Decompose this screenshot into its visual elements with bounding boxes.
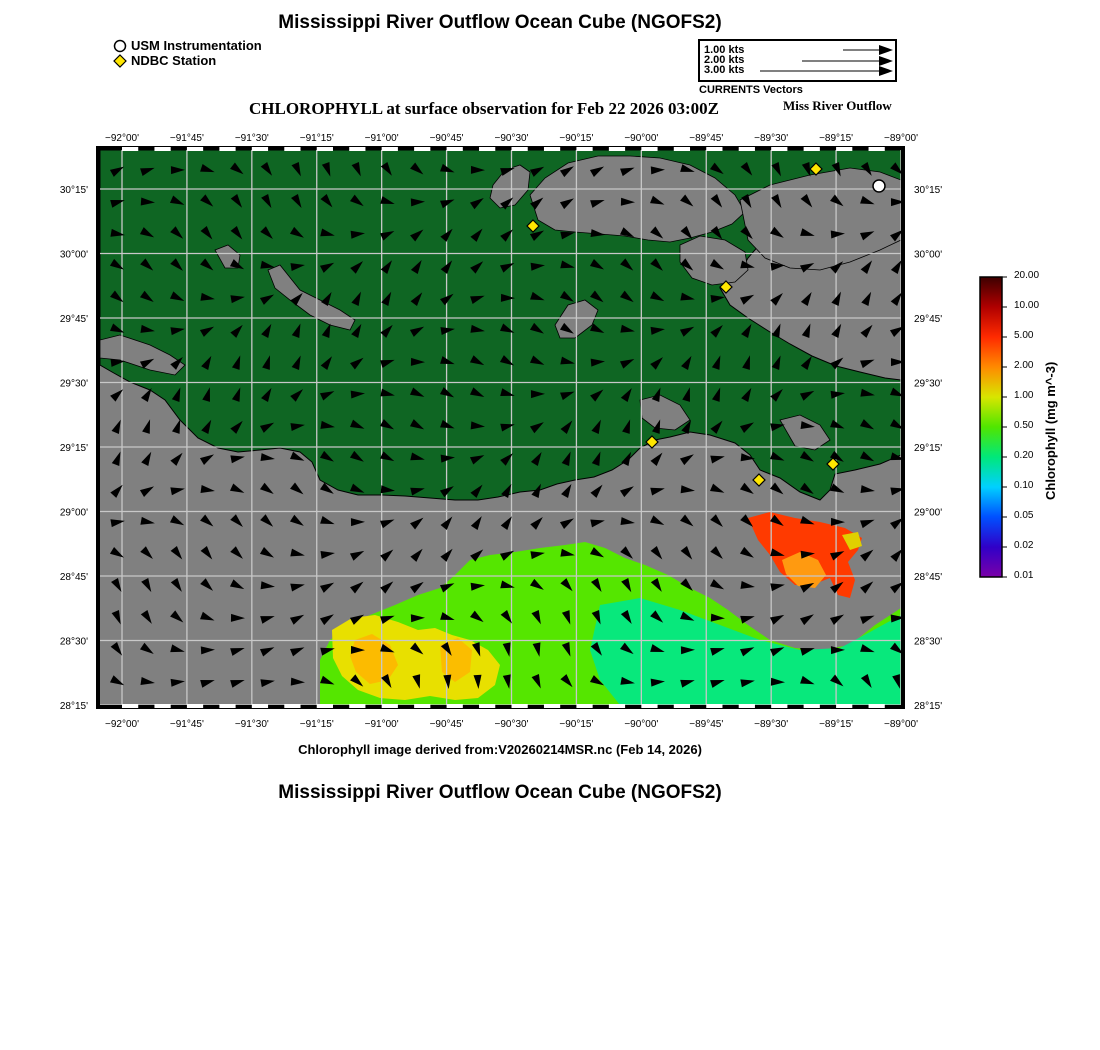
frame-tick-segment <box>609 704 625 708</box>
lat-tick-left: 29°00' <box>59 507 88 519</box>
frame-tick-segment <box>674 147 690 151</box>
lat-tick-left: 30°15' <box>59 185 88 196</box>
lon-tick-bottom: −91°00' <box>364 719 399 730</box>
lon-tick-top: −92°00' <box>105 133 139 144</box>
frame-tick-segment <box>804 147 820 151</box>
lat-tick-right: 29°15' <box>914 443 943 454</box>
lat-tick-left: 29°30' <box>59 378 88 390</box>
lon-tick-top: −91°30' <box>234 133 269 144</box>
frame-tick-segment <box>544 704 560 708</box>
colorbar-tick-label: 0.50 <box>1014 420 1034 431</box>
frame-tick-segment <box>382 147 398 151</box>
legend-ndbc-label: NDBC Station <box>131 53 217 68</box>
frame-tick-segment <box>122 147 138 151</box>
lat-tick-left: 29°15' <box>59 443 88 454</box>
frame-tick-segment <box>219 704 235 708</box>
colorbar-tick-label: 5.00 <box>1014 330 1034 341</box>
lat-tick-left: 28°30' <box>59 636 88 648</box>
frame-tick-segment <box>804 704 820 708</box>
lat-tick-left: 28°15' <box>59 701 88 712</box>
colorbar <box>980 277 1007 577</box>
lat-tick-left: 29°45' <box>59 314 88 325</box>
lat-tick-right: 28°30' <box>914 636 943 648</box>
frame-tick-segment <box>544 147 560 151</box>
lon-tick-bottom: −89°15' <box>819 719 854 730</box>
frame-tick-segment <box>187 147 203 151</box>
frame-tick-segment <box>869 704 885 708</box>
frame-tick-segment <box>382 704 398 708</box>
colorbar-tick-label: 0.20 <box>1014 450 1034 461</box>
frame-tick-segment <box>739 704 755 708</box>
colorbar-tick-label: 0.10 <box>1014 480 1034 491</box>
frame-tick-segment <box>512 704 528 708</box>
colorbar-tick-label: 0.01 <box>1014 570 1034 581</box>
frame-tick-segment <box>479 147 495 151</box>
lon-tick-bottom: −89°45' <box>689 719 724 730</box>
lat-tick-right: 29°45' <box>914 314 943 325</box>
lon-tick-bottom: −90°45' <box>429 719 464 730</box>
lon-tick-top: −91°15' <box>299 133 334 144</box>
frame-tick-segment <box>739 147 755 151</box>
lat-tick-right: 28°15' <box>914 701 943 712</box>
frame-tick-segment <box>284 704 300 708</box>
frame-tick-segment <box>349 147 365 151</box>
colorbar-tick-label: 10.00 <box>1014 300 1040 311</box>
scale-label-3: 3.00 kts <box>704 64 745 76</box>
frame-tick-segment <box>512 147 528 151</box>
lon-tick-bottom: −91°15' <box>299 719 334 730</box>
frame-tick-segment <box>641 704 657 708</box>
lon-tick-top: −89°15' <box>819 133 854 144</box>
frame-tick-segment <box>154 147 170 151</box>
frame-tick-segment <box>154 704 170 708</box>
lat-tick-left: 30°00' <box>59 249 88 261</box>
lat-tick-right: 28°45' <box>914 572 943 583</box>
lat-tick-right: 30°00' <box>914 249 943 261</box>
lon-tick-bottom: −90°15' <box>559 719 594 730</box>
colorbar-gradient <box>980 277 1002 577</box>
lon-tick-top: −90°30' <box>494 133 529 144</box>
lon-tick-bottom: −89°30' <box>754 719 789 730</box>
frame-tick-segment <box>836 147 852 151</box>
frame-tick-segment <box>284 147 300 151</box>
frame-tick-segment <box>414 704 430 708</box>
frame-tick-segment <box>447 147 463 151</box>
frame-tick-segment <box>771 147 787 151</box>
frame-tick-segment <box>317 704 333 708</box>
frame-tick-segment <box>447 704 463 708</box>
frame-tick-segment <box>219 147 235 151</box>
lat-tick-left: 28°45' <box>59 572 88 583</box>
lon-tick-top: −91°45' <box>169 133 204 144</box>
frame-tick-segment <box>706 147 722 151</box>
frame-tick-segment <box>836 704 852 708</box>
lon-tick-top: −91°00' <box>364 133 399 144</box>
colorbar-label: Chlorophyll (mg m^-3) <box>1043 361 1058 500</box>
colorbar-tick-label: 20.00 <box>1014 270 1040 281</box>
frame-tick-segment <box>771 704 787 708</box>
lon-tick-top: −90°45' <box>429 133 464 144</box>
lon-tick-top: −89°45' <box>689 133 724 144</box>
frame-tick-segment <box>609 147 625 151</box>
frame-tick-segment <box>187 704 203 708</box>
colorbar-tick-label: 2.00 <box>1014 360 1034 371</box>
lon-tick-bottom: −91°45' <box>169 719 204 730</box>
frame-tick-segment <box>706 704 722 708</box>
frame-tick-segment <box>576 147 592 151</box>
scale-label-2: 2.00 kts <box>704 54 745 66</box>
page-title-repeat: Mississippi River Outflow Ocean Cube (NGOFS2) <box>278 782 722 803</box>
lon-tick-bottom: −90°00' <box>624 719 659 730</box>
colorbar-tick-label: 0.02 <box>1014 540 1034 551</box>
lat-tick-right: 30°15' <box>914 185 943 196</box>
legend-usm-label: USM Instrumentation <box>131 38 262 53</box>
lon-tick-bottom: −92°00' <box>105 719 139 730</box>
frame-tick-segment <box>349 704 365 708</box>
lon-tick-top: −90°00' <box>624 133 659 144</box>
scale-label-1: 1.00 kts <box>704 44 745 56</box>
frame-tick-segment <box>252 147 268 151</box>
frame-tick-segment <box>414 147 430 151</box>
map-subtitle: CHLOROPHYLL at surface observation for Feb 22 2026 03:00Z <box>249 99 719 118</box>
lon-tick-top: −89°30' <box>754 133 789 144</box>
vector-scale-caption: CURRENTS Vectors <box>699 84 803 96</box>
frame-tick-segment <box>674 704 690 708</box>
frame-tick-segment <box>122 704 138 708</box>
lon-tick-bottom: −89°00' <box>884 719 918 730</box>
frame-tick-segment <box>576 704 592 708</box>
lat-tick-right: 29°00' <box>914 507 943 519</box>
lon-tick-top: −90°15' <box>559 133 594 144</box>
frame-tick-segment <box>869 147 885 151</box>
lon-tick-bottom: −91°30' <box>234 719 269 730</box>
colorbar-tick-label: 0.05 <box>1014 510 1034 521</box>
lon-tick-bottom: −90°30' <box>494 719 529 730</box>
source-note: Chlorophyll image derived from:V20260214MSR.nc (Feb 14, 2026) <box>298 742 702 757</box>
page-title: Mississippi River Outflow Ocean Cube (NGOFS2) <box>278 12 722 33</box>
frame-tick-segment <box>479 704 495 708</box>
colorbar-tick-label: 1.00 <box>1014 390 1034 401</box>
lon-tick-top: −89°00' <box>884 133 918 144</box>
usm-station-marker[interactable] <box>873 180 885 192</box>
lat-tick-right: 29°30' <box>914 378 943 390</box>
frame-tick-segment <box>317 147 333 151</box>
frame-tick-segment <box>252 704 268 708</box>
frame-tick-segment <box>641 147 657 151</box>
region-label: Miss River Outflow <box>783 98 892 113</box>
